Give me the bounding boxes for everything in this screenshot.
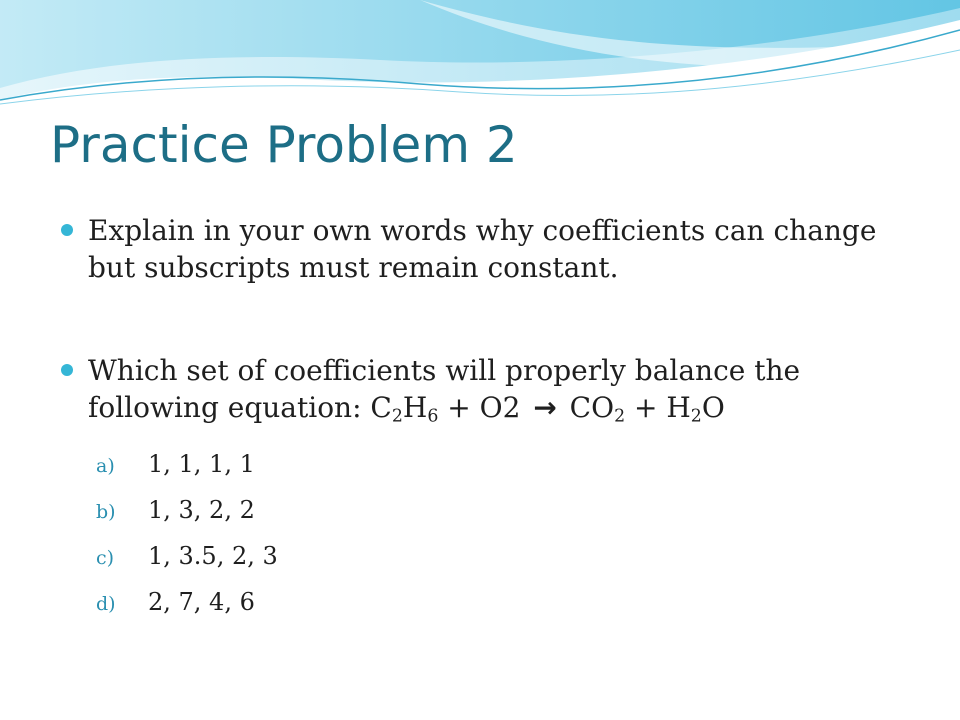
option-letter: a): [96, 455, 115, 477]
eq-part: + O2: [438, 391, 530, 424]
answer-option-c: [96, 542, 278, 570]
header-wave-decoration: [0, 0, 960, 120]
eq-part: + H: [625, 391, 691, 424]
eq-part: H: [402, 391, 428, 424]
bullet-text: Explain in your own words why coefficients can change but subscripts must remain constant.: [88, 214, 877, 284]
answer-option-d: [96, 588, 255, 616]
option-letter: b): [96, 501, 116, 523]
bullet-dot-icon: [61, 224, 73, 236]
bullet-explain: [88, 212, 908, 286]
option-text: 1, 3.5, 2, 3: [148, 542, 278, 570]
option-text: 1, 1, 1, 1: [148, 450, 255, 478]
arrow-icon: →: [533, 391, 557, 424]
eq-subscript: 6: [427, 406, 439, 427]
bullet-question: [88, 352, 908, 426]
answer-option-a: [96, 450, 255, 478]
question-text: Which set of coefficients will properly balance the following equation:: [88, 354, 801, 424]
eq-part: C: [370, 391, 392, 424]
option-text: 2, 7, 4, 6: [148, 588, 255, 616]
option-letter: d): [96, 593, 116, 615]
option-letter: c): [96, 547, 115, 569]
option-text: 1, 3, 2, 2: [148, 496, 255, 524]
slide-title: Practice Problem 2: [50, 116, 518, 174]
chemical-equation: [370, 391, 725, 427]
eq-part: CO: [560, 391, 615, 424]
eq-subscript: 2: [690, 406, 702, 427]
eq-subscript: 2: [614, 406, 626, 427]
eq-subscript: 2: [391, 406, 403, 427]
answer-option-b: [96, 496, 255, 524]
eq-part: O: [701, 391, 725, 424]
bullet-dot-icon: [61, 364, 73, 376]
